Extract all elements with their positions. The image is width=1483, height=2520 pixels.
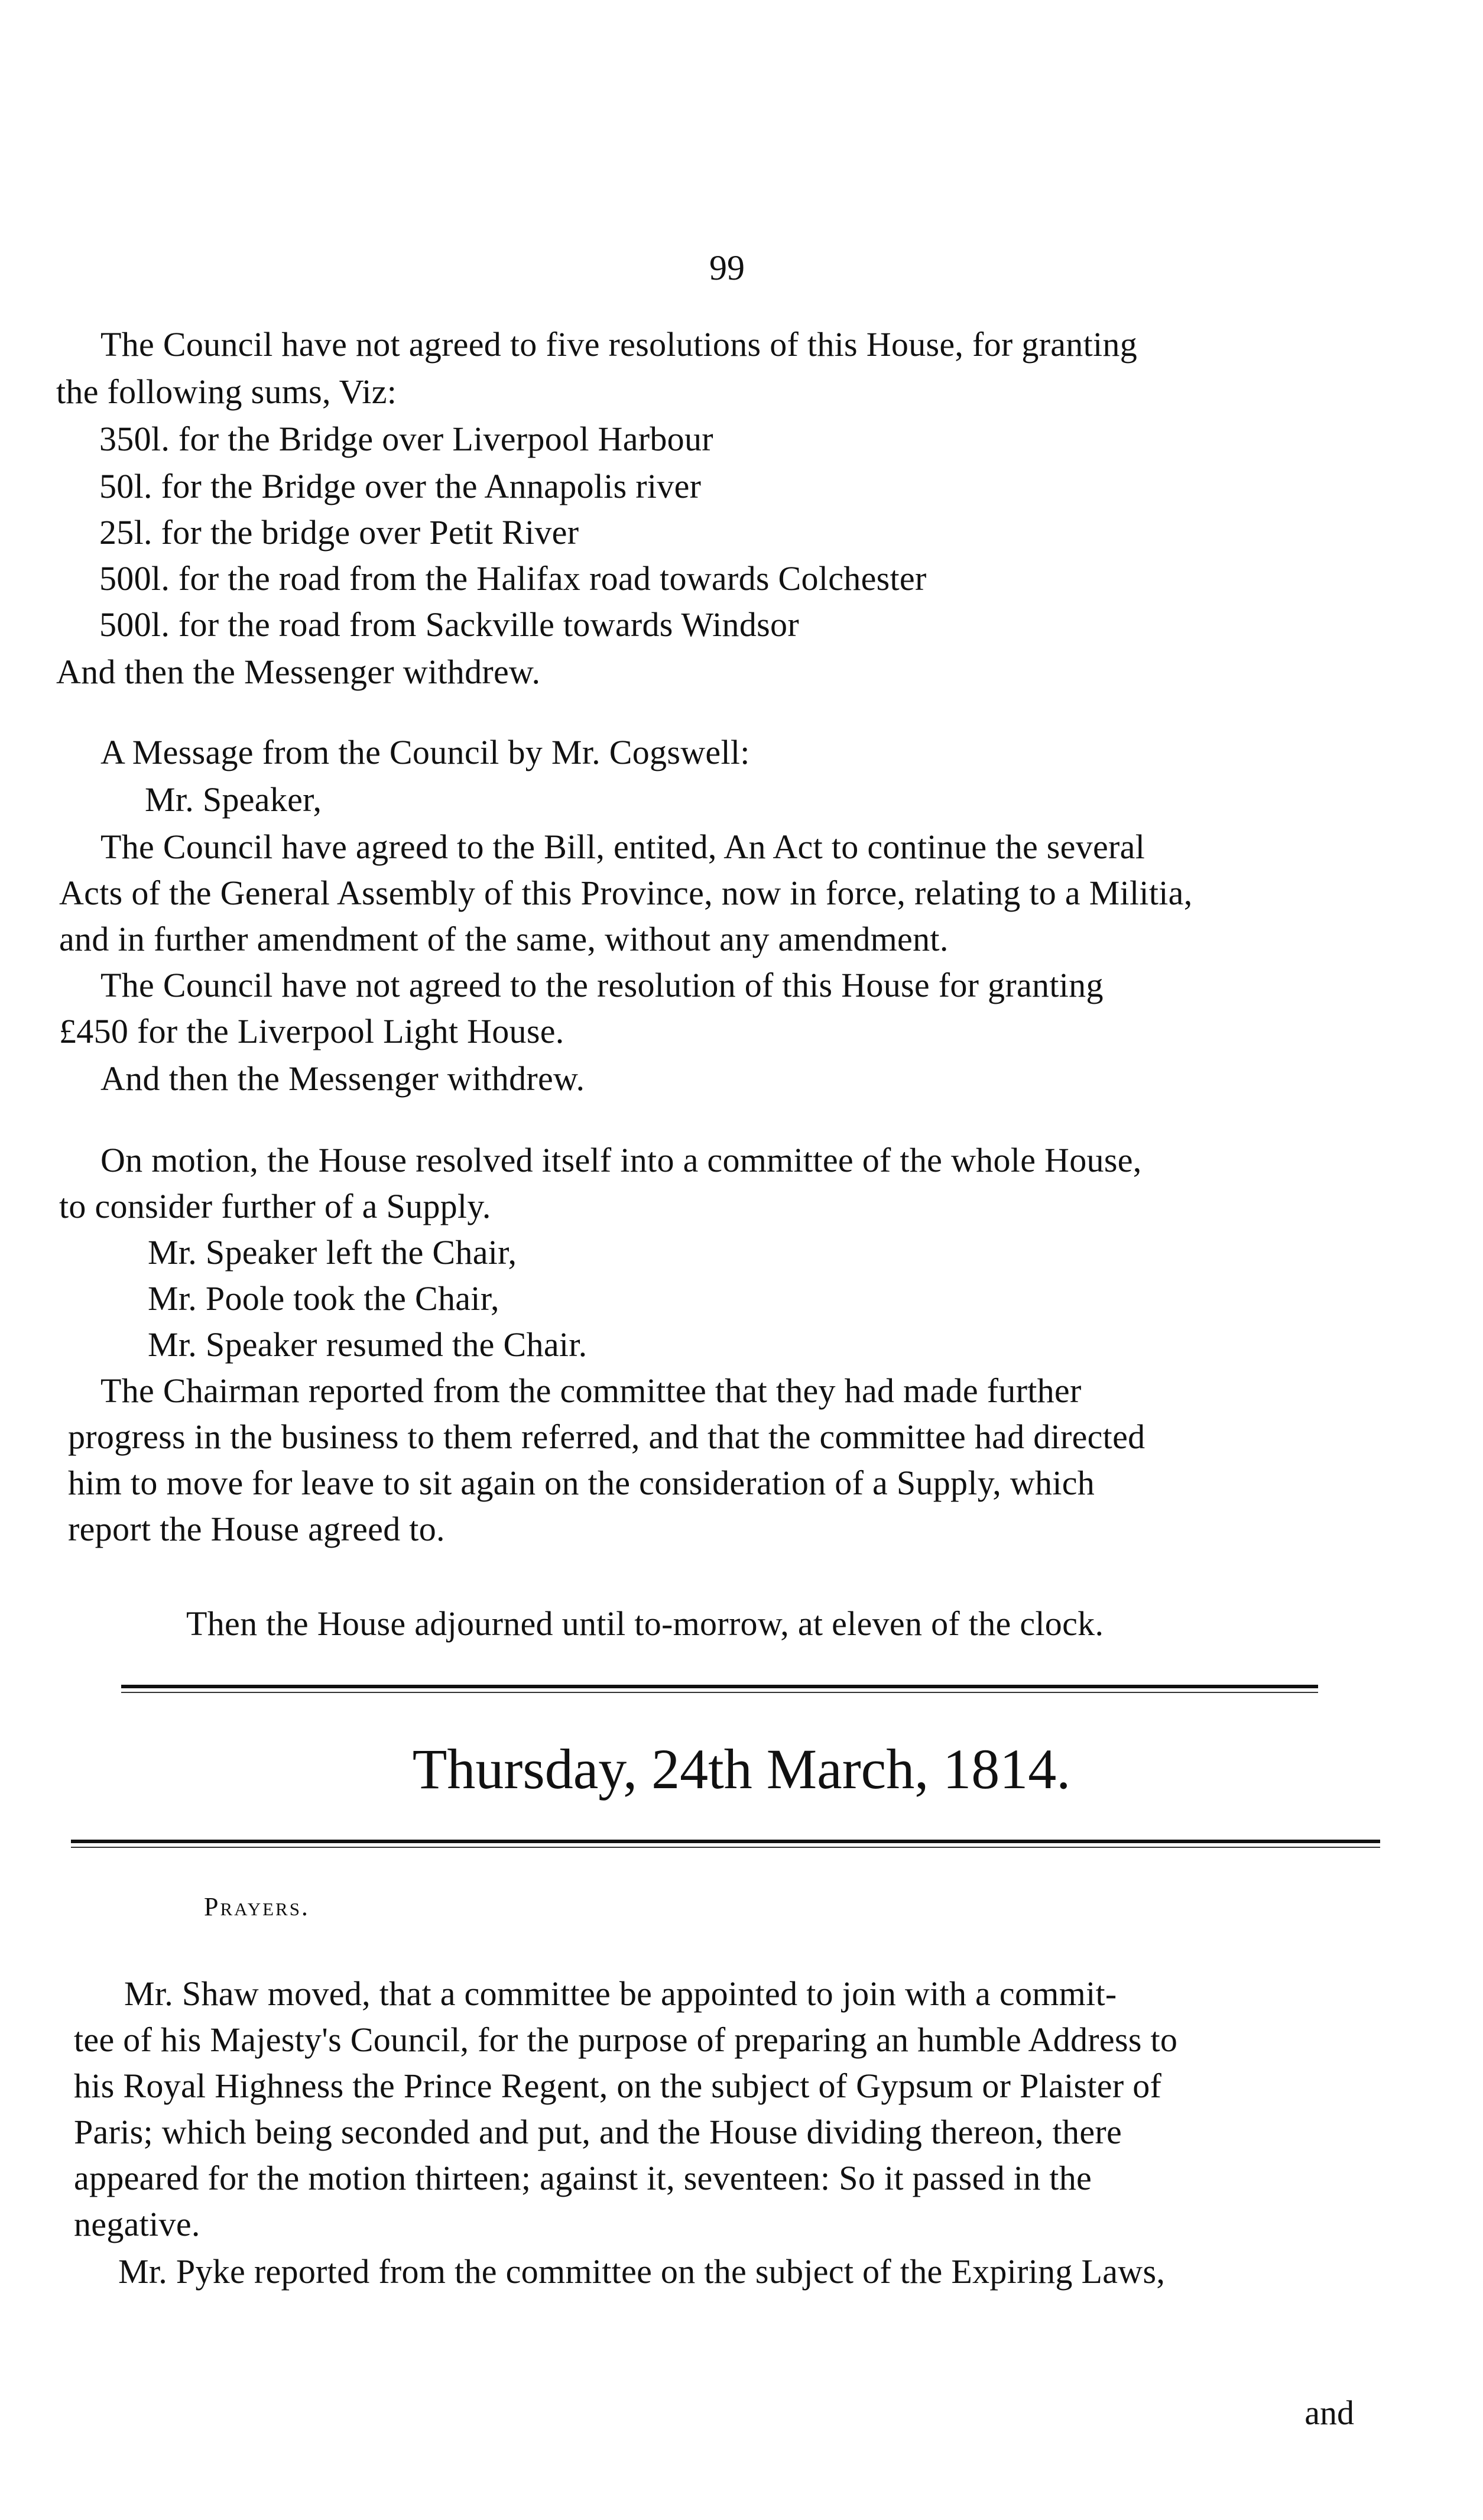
resolutions-closing: And then the Messenger withdrew.	[56, 653, 541, 691]
prayers-heading: Prayers.	[204, 1892, 310, 1921]
committee-line: The Chairman reported from the committee that they had made further	[100, 1371, 1082, 1410]
resolution-item: 50l. for the Bridge over the Annapolis river	[99, 467, 702, 505]
adjournment-line: Then the House adjourned until to-morrow, at eleven of the clock.	[186, 1604, 1104, 1643]
resolutions-intro-line-2: the following sums, Viz:	[56, 372, 397, 411]
message-line: £450 for the Liverpool Light House.	[59, 1012, 564, 1050]
proceedings-line: Mr. Pyke reported from the committee on the subject of the Expiring Laws,	[118, 2252, 1166, 2291]
resolution-item: 500l. for the road from Sackville towards Windsor	[99, 605, 799, 644]
divider-rule	[121, 1692, 1318, 1693]
divider-rule	[71, 1840, 1380, 1843]
proceedings-line: Mr. Shaw moved, that a committee be appointed to join with a commit-	[124, 1974, 1117, 2013]
message-line: And then the Messenger withdrew.	[100, 1059, 585, 1098]
resolution-item: 25l. for the bridge over Petit River	[99, 513, 579, 552]
committee-line: Mr. Speaker resumed the Chair.	[148, 1325, 588, 1364]
proceedings-line: appeared for the motion thirteen; against it, seventeen: So it passed in the	[74, 2159, 1092, 2197]
message-line: Acts of the General Assembly of this Province, now in force, relating to a Militia,	[59, 874, 1193, 912]
divider-rule	[71, 1847, 1380, 1848]
resolutions-intro-line-1: The Council have not agreed to five resolutions of this House, for granting	[100, 325, 1138, 364]
proceedings-line: his Royal Highness the Prince Regent, on the subject of Gypsum or Plaister of	[74, 2067, 1162, 2105]
proceedings-line: Paris; which being seconded and put, and the House dividing thereon, there	[74, 2113, 1122, 2151]
committee-line: Mr. Poole took the Chair,	[148, 1279, 499, 1318]
message-line: The Council have not agreed to the resolution of this House for granting	[100, 966, 1104, 1004]
resolution-item: 350l. for the Bridge over Liverpool Harbour	[99, 420, 713, 458]
proceedings-line: negative.	[74, 2205, 200, 2243]
committee-line: him to move for leave to sit again on the consideration of a Supply, which	[68, 1464, 1095, 1502]
proceedings-line: tee of his Majesty's Council, for the purpose of preparing an humble Address to	[74, 2020, 1178, 2059]
message-heading: A Message from the Council by Mr. Cogswell:	[100, 733, 750, 771]
divider-rule	[121, 1685, 1318, 1688]
resolution-item: 500l. for the road from the Halifax road towards Colchester	[99, 559, 927, 598]
page-number: 99	[709, 248, 745, 287]
date-heading: Thursday, 24th March, 1814.	[412, 1737, 1071, 1801]
message-salutation: Mr. Speaker,	[145, 780, 322, 819]
committee-line: On motion, the House resolved itself into a committee of the whole House,	[100, 1141, 1142, 1179]
message-line: and in further amendment of the same, without any amendment.	[59, 920, 949, 958]
catchword: and	[1304, 2393, 1354, 2432]
committee-line: report the House agreed to.	[68, 1510, 445, 1548]
committee-line: progress in the business to them referred, and that the committee had directed	[68, 1418, 1145, 1456]
committee-line: Mr. Speaker left the Chair,	[148, 1233, 517, 1272]
message-line: The Council have agreed to the Bill, entited, An Act to continue the several	[100, 828, 1145, 866]
committee-line: to consider further of a Supply.	[59, 1187, 491, 1225]
